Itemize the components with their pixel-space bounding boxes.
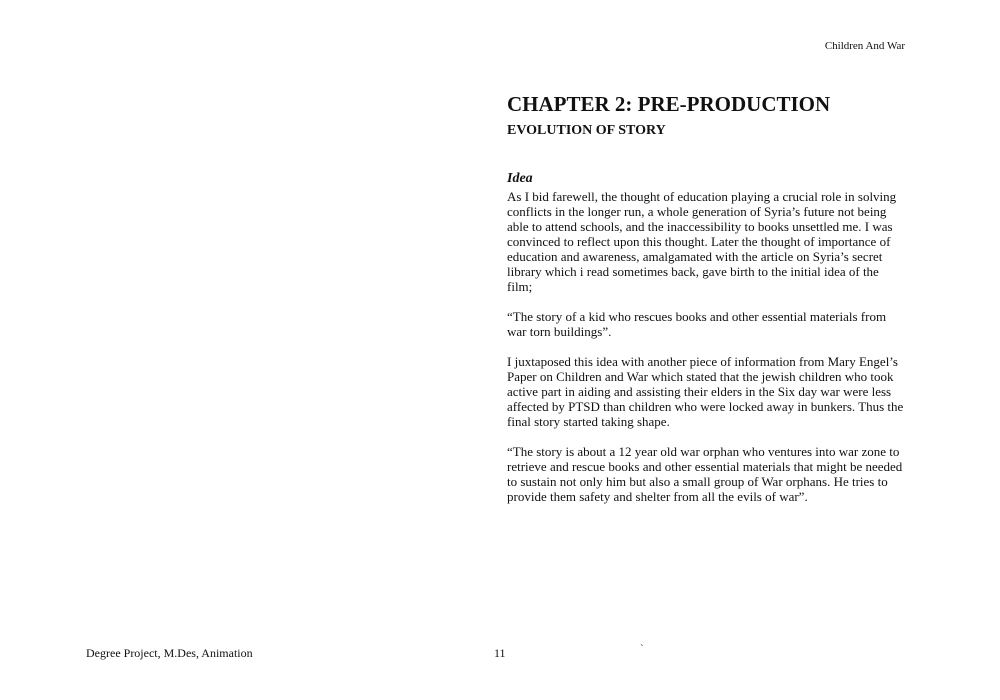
section-title: EVOLUTION OF STORY: [507, 123, 666, 138]
page-number: 11: [494, 646, 506, 660]
subheading-idea: Idea: [507, 171, 533, 186]
stray-mark: `: [640, 643, 644, 655]
running-header: Children And War: [824, 40, 905, 52]
footer-degree-text: Degree Project, M.Des, Animation: [86, 646, 253, 660]
paragraph: “The story is about a 12 year old war orphan who ventures into war zone to retrieve and rescue books and other essential materials that might be needed to sustain not only him but also a small group of War orphans. He tries to provide them safety and shelter from all the evils of war”.: [507, 444, 903, 504]
paragraph: “The story of a kid who rescues books and other essential materials from war torn buildings”.: [507, 309, 887, 339]
chapter-content: [507, 92, 907, 504]
chapter-title: CHAPTER 2: PRE-PRODUCTION: [507, 92, 831, 116]
paragraph: I juxtaposed this idea with another piece of information from Mary Engel’s Paper on Children and War which stated that the jewish children who took active part in aiding and assisting their elders in the Six day war were less affected by PTSD than children who were locked away in bunkers. Thus the final story started taking shape.: [507, 354, 904, 429]
paragraph: As I bid farewell, the thought of education playing a crucial role in solving conflicts in the longer run, a whole generation of Syria’s future not being able to attend schools, and the inaccessibility to books unsettled me. I was convinced to reflect upon this thought. Later the thought of importance of education and awareness, amalgamated with the article on Syria’s secret library which i read sometimes back, gave birth to the initial idea of the film;: [507, 189, 897, 294]
